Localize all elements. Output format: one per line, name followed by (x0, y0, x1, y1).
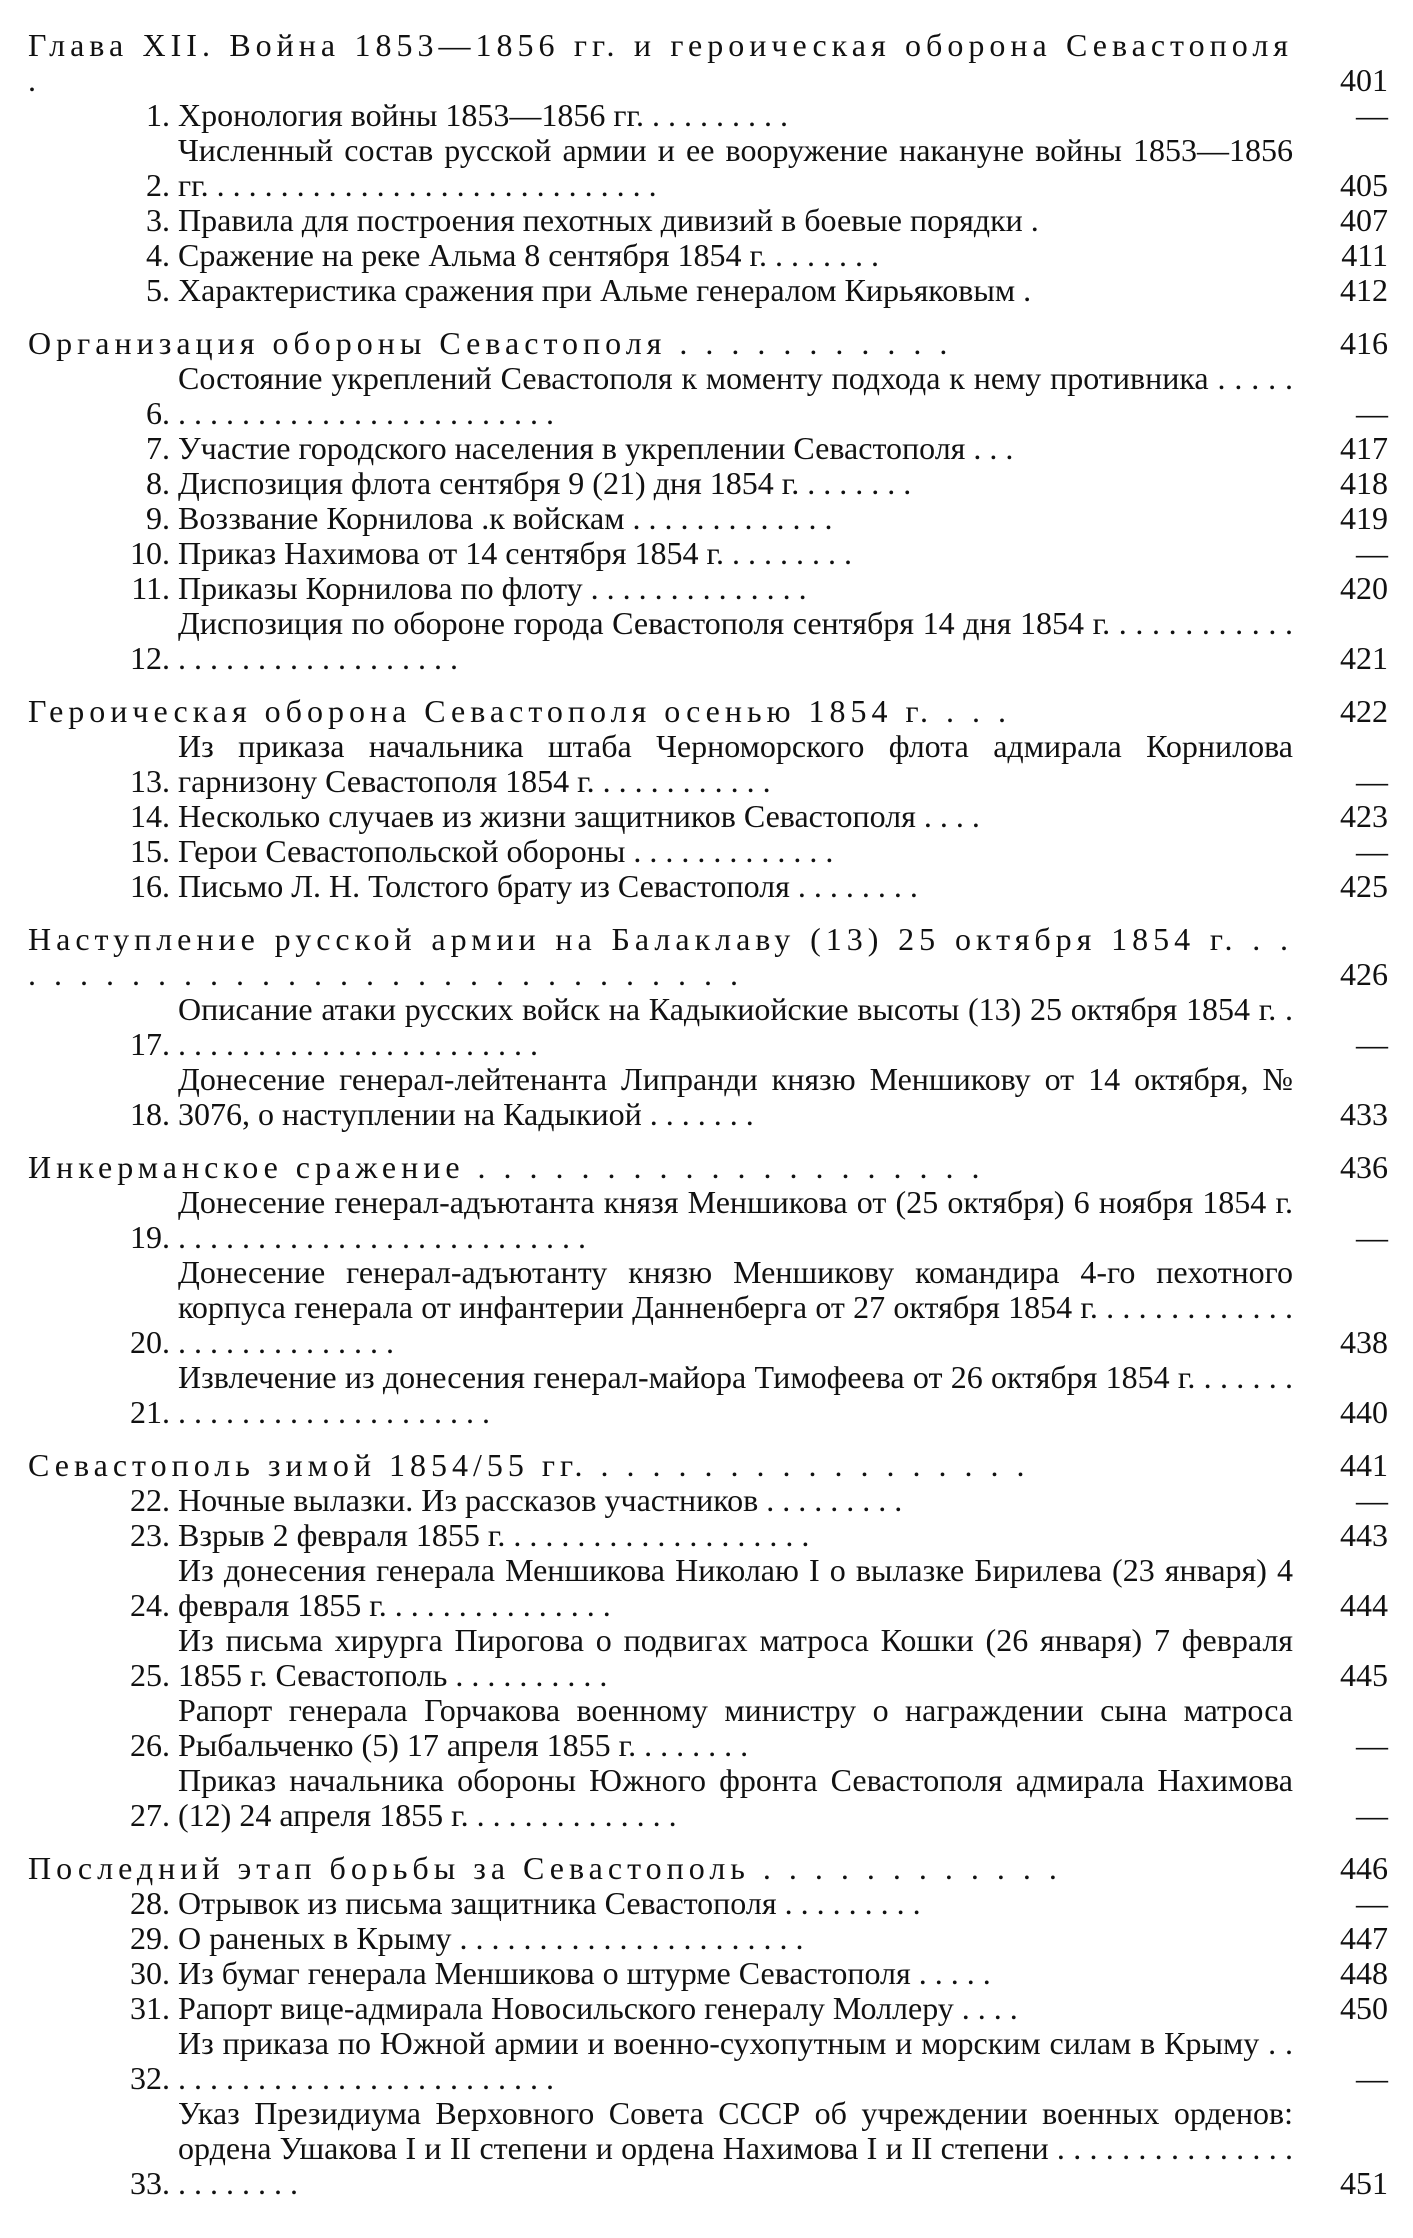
toc-entry-title: Диспозиция флота сентября 9 (21) дня 1854 г. . . . . . . . (178, 465, 912, 501)
toc-entry-page: — (1356, 2060, 1388, 2096)
toc-entry (28, 1185, 1388, 1255)
toc-entry (28, 1991, 1388, 2026)
toc-entry-title: Состояние укреплений Севастополя к моменту подхода к нему противника . . . . . . . . . . . . . . . . . . . . . . . . . . . . . (178, 360, 1293, 431)
toc-entry-page: 420 (1340, 570, 1388, 606)
toc-entry-title: Хронология войны 1853—1856 гг. . . . . . . . . . (178, 97, 789, 133)
toc-entry-number: 31. (130, 1990, 170, 2026)
toc-entry-page: 419 (1340, 500, 1388, 536)
toc-entry-page: — (1356, 833, 1388, 869)
toc-entry (28, 133, 1388, 203)
toc-entry-number: 7. (146, 430, 170, 466)
toc-entry-title: Герои Севастопольской обороны . . . . . . . . . . . . . (178, 833, 834, 869)
toc-entry-page: — (1356, 1026, 1388, 1062)
toc-entry-page: 448 (1340, 1955, 1388, 1991)
toc-entry-title: Письмо Л. Н. Толстого брату из Севастополя . . . . . . . . (178, 868, 918, 904)
toc-entry-page: 443 (1340, 1517, 1388, 1553)
toc-entry-page: 412 (1340, 272, 1388, 308)
toc-entry-page: 405 (1340, 167, 1388, 203)
toc-entry-number: 20. (130, 1324, 170, 1360)
toc-entry-title: Извлечение из донесения генерал-майора Тимофеева от 26 октября 1854 г. . . . . . . . . . . . . . . . . . . . . . . . . . . (178, 1359, 1293, 1430)
toc-entry-title: Правила для построения пехотных дивизий в боевые порядки . (178, 202, 1039, 238)
toc-entry-title: Указ Президиума Верховного Совета СССР об учреждении военных орденов: ордена Ушакова I и II степени и ордена Нахимова I и II степени . . . . . . . . . . . . . . . . . . . . . . . (178, 2095, 1293, 2201)
toc-entry-page: — (1356, 1482, 1388, 1518)
toc-entry-title: Из приказа начальника штаба Черноморского флота адмирала Корнилова гарнизону Севастополя 1854 г. . . . . . . . . . . . (178, 728, 1293, 799)
toc-entry (28, 834, 1388, 869)
section-heading-title: Героическая оборона Севастополя осенью 1854 г. . . . (28, 693, 1011, 729)
toc-entry (28, 869, 1388, 904)
toc-entry-page: 418 (1340, 465, 1388, 501)
toc-entry-number: 11. (131, 570, 170, 606)
toc-entry (28, 1255, 1388, 1360)
toc-entry-page: 421 (1340, 640, 1388, 676)
toc-entry-page: 444 (1340, 1587, 1388, 1623)
toc-entry (28, 606, 1388, 676)
section-heading (28, 922, 1388, 992)
toc-entry-page: 445 (1340, 1657, 1388, 1693)
section-heading-page: 436 (1340, 1149, 1388, 1185)
toc-entry (28, 501, 1388, 536)
toc-entry-number: 1. (146, 97, 170, 133)
section-heading-page: 426 (1340, 956, 1388, 992)
toc-entry-title: Приказ Нахимова от 14 сентября 1854 г. . . . . . . . . (178, 535, 852, 571)
toc-entry-title: Воззвание Корнилова .к войскам . . . . . . . . . . . . . (178, 500, 833, 536)
toc-entry (28, 2026, 1388, 2096)
section-heading (28, 1150, 1388, 1185)
toc-entry (28, 729, 1388, 799)
toc-entry (28, 2096, 1388, 2201)
toc-entry (28, 536, 1388, 571)
section-heading-title: Севастополь зимой 1854/55 гг. . . . . . . . . . . . . . . . . . (28, 1447, 1030, 1483)
toc-entry (28, 203, 1388, 238)
toc-entry (28, 273, 1388, 308)
toc-entry-page: 417 (1340, 430, 1388, 466)
section-heading-page: 422 (1340, 693, 1388, 729)
toc-entry-page: 411 (1341, 237, 1388, 273)
toc-entry (28, 1886, 1388, 1921)
toc-entry-page: 447 (1340, 1920, 1388, 1956)
section-heading-title: Инкерманское сражение . . . . . . . . . . . . . . . . . . . . (28, 1149, 985, 1185)
toc-entry-number: 21. (130, 1394, 170, 1430)
toc-entry-number: 26. (130, 1727, 170, 1763)
toc-entry-number: 33. (130, 2165, 170, 2201)
toc-entry (28, 1763, 1388, 1833)
toc-entry (28, 361, 1388, 431)
toc-entry-title: Участие городского населения в укреплении Севастополя . . . (178, 430, 1014, 466)
toc-entry (28, 431, 1388, 466)
toc-entry-number: 27. (130, 1797, 170, 1833)
toc-entry-title: Рапорт вице-адмирала Новосильского генералу Моллеру . . . . (178, 1990, 1018, 2026)
section-heading (28, 28, 1388, 98)
toc-entry (28, 1693, 1388, 1763)
toc-entry (28, 466, 1388, 501)
toc-entry-number: 6. (146, 395, 170, 431)
section-heading-title: Последний этап борьбы за Севастополь . . . . . . . . . . . . (28, 1850, 1062, 1886)
toc-entry-page: — (1356, 1727, 1388, 1763)
section-heading-title: Глава XII. Война 1853—1856 гг. и героическая оборона Севастополя . (28, 27, 1293, 98)
toc-entry-number: 17. (130, 1026, 170, 1062)
toc-entry-number: 19. (130, 1219, 170, 1255)
toc-entry-title: Сражение на реке Альма 8 сентября 1854 г. . . . . . . . (178, 237, 879, 273)
toc-entry-number: 29. (130, 1920, 170, 1956)
toc-entry-page: — (1356, 395, 1388, 431)
section-heading (28, 326, 1388, 361)
section-heading (28, 1448, 1388, 1483)
toc-entry (28, 1956, 1388, 1991)
toc-entry-number: 15. (130, 833, 170, 869)
toc-entry-title: Приказы Корнилова по флоту . . . . . . . . . . . . . . (178, 570, 807, 606)
toc-entry-title: Рапорт генерала Горчакова военному министру о награждении сына матроса Рыбальченко (5) 17 апреля 1855 г. . . . . . . . (178, 1692, 1293, 1763)
toc-entry (28, 1062, 1388, 1132)
section-heading (28, 1851, 1388, 1886)
toc-entry-number: 18. (130, 1096, 170, 1132)
toc-entry-page: — (1356, 97, 1388, 133)
toc-entry-title: Описание атаки русских войск на Кадыкиойские высоты (13) 25 октября 1854 г. . . . . . . . . . . . . . . . . . . . . . . . . (178, 991, 1293, 1062)
toc-entry-number: 10. (130, 535, 170, 571)
toc-entry-page: 433 (1340, 1096, 1388, 1132)
toc-entry-number: 8. (146, 465, 170, 501)
toc-entry-page: — (1356, 1219, 1388, 1255)
toc-entry (28, 1360, 1388, 1430)
section-heading-title: Наступление русской армии на Балаклаву (13) 25 октября 1854 г. . . . . . . . . . . . . . . . . . . . . . . . . . . . . . . (28, 921, 1293, 992)
toc-entry-number: 5. (146, 272, 170, 308)
toc-entry (28, 1623, 1388, 1693)
toc-entry-number: 23. (130, 1517, 170, 1553)
toc-entry-page: 440 (1340, 1394, 1388, 1430)
section-heading (28, 694, 1388, 729)
toc-entry-title: Из письма хирурга Пирогова о подвигах матроса Кошки (26 января) 7 февраля 1855 г. Севастополь . . . . . . . . . . (178, 1622, 1293, 1693)
toc-entry-page: 407 (1340, 202, 1388, 238)
toc-entry (28, 238, 1388, 273)
toc-entry-title: Диспозиция по обороне города Севастополя сентября 14 дня 1854 г. . . . . . . . . . . . . . . . . . . . . . . . . . . . . . (178, 605, 1293, 676)
toc-entry-number: 12. (130, 640, 170, 676)
toc-entry-number: 22. (130, 1482, 170, 1518)
toc-entry-title: Из приказа по Южной армии и военно-сухопутным и морским силам в Крыму . . . . . . . . . . . . . . . . . . . . . . . . . . (178, 2025, 1293, 2096)
toc-entry-number: 14. (130, 798, 170, 834)
section-heading-page: 401 (1340, 62, 1388, 98)
section-heading-page: 416 (1340, 325, 1388, 361)
toc-entry-page: 423 (1340, 798, 1388, 834)
toc-entry-page: — (1356, 1797, 1388, 1833)
toc-entry-number: 32. (130, 2060, 170, 2096)
toc-entry-title: Из донесения генерала Меншикова Николаю I о вылазке Бирилева (23 января) 4 февраля 1855 г. . . . . . . . . . . . . . . (178, 1552, 1293, 1623)
toc-entry-page: — (1356, 1885, 1388, 1921)
toc-entry-number: 13. (130, 763, 170, 799)
toc-entry-title: Отрывок из письма защитника Севастополя . . . . . . . . . (178, 1885, 921, 1921)
toc-entry-number: 9. (146, 500, 170, 536)
toc-entry-page: — (1356, 763, 1388, 799)
toc-entry-number: 16. (130, 868, 170, 904)
toc-entry-title: Несколько случаев из жизни защитников Севастополя . . . . (178, 798, 980, 834)
toc-entry-title: Ночные вылазки. Из рассказов участников . . . . . . . . . (178, 1482, 903, 1518)
toc-entry-title: Численный состав русской армии и ее вооружение накануне войны 1853—1856 гг. . . . . . . . . . . . . . . . . . . . . . . . . . . . . (178, 132, 1293, 203)
toc-entry-page: 425 (1340, 868, 1388, 904)
toc-entry (28, 571, 1388, 606)
toc-entry-number: 28. (130, 1885, 170, 1921)
toc-entry-title: О раненых в Крыму . . . . . . . . . . . . . . . . . . . . . . (178, 1920, 804, 1956)
toc-entry-title: Донесение генерал-адъютанта князя Меншикова от (25 октября) 6 ноября 1854 г. . . . . . . . . . . . . . . . . . . . . . . . . . . (178, 1184, 1293, 1255)
toc-entry (28, 1553, 1388, 1623)
toc-entry (28, 992, 1388, 1062)
toc-entry-title: Донесение генерал-адъютанту князю Меншикову командира 4-го пехотного корпуса генерала от инфантерии Данненберга от 27 октября 1854 г. . . . . . . . . . . . . . . . . . . . . . . . . . . (178, 1254, 1293, 1360)
toc-entry-number: 24. (130, 1587, 170, 1623)
toc-entry-number: 2. (146, 167, 170, 203)
toc-entry-page: 450 (1340, 1990, 1388, 2026)
toc-entry-number: 30. (130, 1955, 170, 1991)
toc-entry-page: — (1356, 535, 1388, 571)
toc-entry-number: 3. (146, 202, 170, 238)
toc-entry (28, 1483, 1388, 1518)
toc-entry (28, 1921, 1388, 1956)
section-heading-page: 441 (1340, 1447, 1388, 1483)
toc-entry (28, 799, 1388, 834)
toc-entry-page: 451 (1340, 2165, 1388, 2201)
toc-entry-title: Характеристика сражения при Альме генералом Кирьяковым . (178, 272, 1032, 308)
table-of-contents (28, 28, 1388, 2201)
toc-entry-title: Приказ начальника обороны Южного фронта Севастополя адмирала Нахимова (12) 24 апреля 1855 г. . . . . . . . . . . . . . (178, 1762, 1293, 1833)
section-heading-page: 446 (1340, 1850, 1388, 1886)
toc-entry-title: Донесение генерал-лейтенанта Липранди князю Меншикову от 14 октября, № 3076, о наступлении на Кадыкиой . . . . . . . (178, 1061, 1293, 1132)
toc-entry (28, 98, 1388, 133)
toc-entry-number: 25. (130, 1657, 170, 1693)
toc-entry-page: 438 (1340, 1324, 1388, 1360)
toc-entry (28, 1518, 1388, 1553)
toc-entry-title: Взрыв 2 февраля 1855 г. . . . . . . . . . . . . . . . . . . . (178, 1517, 810, 1553)
toc-entry-number: 4. (146, 237, 170, 273)
section-heading-title: Организация обороны Севастополя . . . . . . . . . . . (28, 325, 953, 361)
toc-entry-title: Из бумаг генерала Меншикова о штурме Севастополя . . . . . (178, 1955, 991, 1991)
